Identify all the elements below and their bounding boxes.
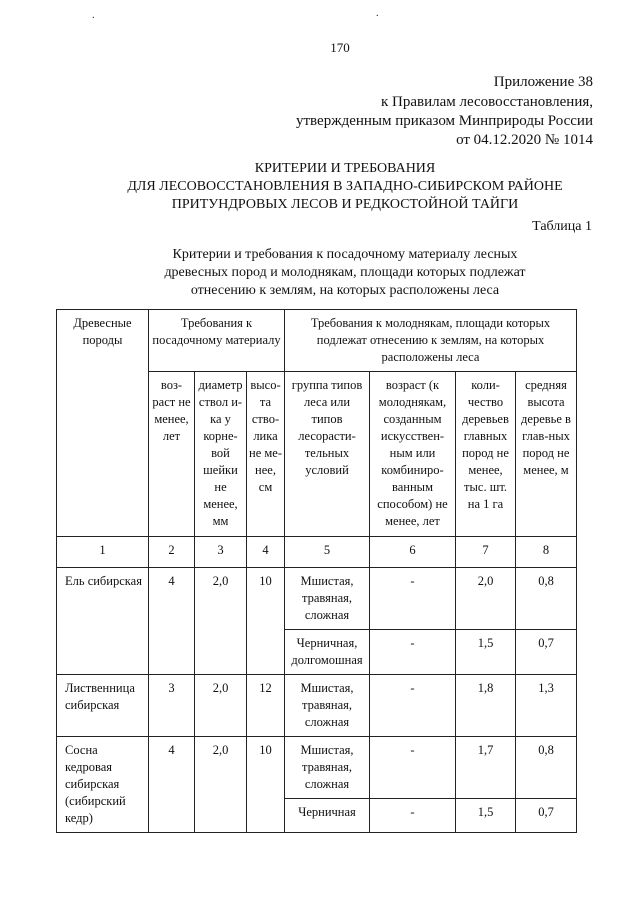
- caption-line: Критерии и требования к посадочному материалу лесных: [172, 247, 518, 262]
- header-young-stands: Требования к молоднякам, площади которых подлежат отнесению к землям, на которых расположены леса: [285, 310, 577, 372]
- forest-type-cell: Черничная, долгомошная: [285, 630, 370, 675]
- header-row: [57, 310, 577, 372]
- height-cell: 10: [247, 568, 285, 675]
- subheader-age: воз-раст не менее, лет: [149, 372, 195, 537]
- document-title: [60, 160, 630, 214]
- appendix-line: к Правилам лесовосстановления,: [380, 94, 593, 110]
- young-age-cell: -: [370, 799, 456, 833]
- column-number: 6: [370, 537, 456, 568]
- column-number: 1: [57, 537, 149, 568]
- forest-type-cell: Мшистая, травяная, сложная: [285, 737, 370, 799]
- column-number: 8: [516, 537, 577, 568]
- title-line: КРИТЕРИИ И ТРЕБОВАНИЯ: [254, 161, 436, 176]
- title-line: ПРИТУНДРОВЫХ ЛЕСОВ И РЕДКОСТОЙНОЙ ТАЙГИ: [171, 197, 519, 212]
- age-cell: 4: [149, 737, 195, 833]
- species-cell: Ель сибирская: [57, 568, 149, 675]
- table-row: [57, 675, 577, 737]
- table-row: [57, 568, 577, 630]
- table-label: Таблица 1: [532, 219, 592, 234]
- average-height-cell: 0,8: [516, 737, 577, 799]
- tree-count-cell: 2,0: [456, 568, 516, 630]
- tree-count-cell: 1,5: [456, 799, 516, 833]
- subheader-young-age: возраст (к молоднякам, созданным искусствен-ным или комбиниро-ванным способом) не менее, лет: [370, 372, 456, 537]
- forest-type-cell: Черничная: [285, 799, 370, 833]
- subheader-height: высо-та ство-лика не ме-нее, см: [247, 372, 285, 537]
- caption-line: древесных пород и молоднякам, площади которых подлежат: [164, 265, 526, 280]
- young-age-cell: -: [370, 630, 456, 675]
- subheader-tree-count: коли-чество деревьев главных пород не менее, тыс. шт. на 1 га: [456, 372, 516, 537]
- diameter-cell: 2,0: [195, 675, 247, 737]
- average-height-cell: 1,3: [516, 675, 577, 737]
- forest-type-cell: Мшистая, травяная, сложная: [285, 675, 370, 737]
- age-cell: 4: [149, 568, 195, 675]
- average-height-cell: 0,7: [516, 799, 577, 833]
- tree-count-cell: 1,8: [456, 675, 516, 737]
- caption-line: отнесению к землям, на которых расположены леса: [190, 283, 500, 298]
- subheader-forest-type: группа типов леса или типов лесорасти-тельных условий: [285, 372, 370, 537]
- height-cell: 10: [247, 737, 285, 833]
- subheader-diameter: диаметр ствол и-ка у корне-вой шейки не менее, мм: [195, 372, 247, 537]
- table-caption: [100, 246, 590, 300]
- title-line: ДЛЯ ЛЕСОВОССТАНОВЛЕНИЯ В ЗАПАДНО-СИБИРСКОМ РАЙОНЕ: [127, 179, 563, 194]
- subheader-average-height: средняя высота деревье в глав-ных пород не менее, м: [516, 372, 577, 537]
- table-row: [57, 737, 577, 799]
- appendix-line: утвержденным приказом Минприроды России: [296, 113, 593, 129]
- column-number: 2: [149, 537, 195, 568]
- average-height-cell: 0,7: [516, 630, 577, 675]
- diameter-cell: 2,0: [195, 737, 247, 833]
- scan-mark: .: [376, 8, 379, 19]
- tree-count-cell: 1,5: [456, 630, 516, 675]
- species-cell: Сосна кедровая сибирская (сибирский кедр): [57, 737, 149, 833]
- young-age-cell: -: [370, 737, 456, 799]
- column-number: 4: [247, 537, 285, 568]
- column-number: 7: [456, 537, 516, 568]
- header-species: Древесные породы: [57, 310, 149, 537]
- forest-type-cell: Мшистая, травяная, сложная: [285, 568, 370, 630]
- average-height-cell: 0,8: [516, 568, 577, 630]
- criteria-table: [56, 309, 577, 833]
- page-number: 170: [330, 40, 350, 55]
- scan-mark: .: [92, 10, 95, 21]
- species-cell: Лиственница сибирская: [57, 675, 149, 737]
- appendix-line: от 04.12.2020 № 1014: [456, 132, 593, 148]
- column-number-row: [57, 537, 577, 568]
- tree-count-cell: 1,7: [456, 737, 516, 799]
- age-cell: 3: [149, 675, 195, 737]
- header-planting-material: Требования к посадочному материалу: [149, 310, 285, 372]
- height-cell: 12: [247, 675, 285, 737]
- appendix-line: Приложение 38: [493, 74, 593, 90]
- young-age-cell: -: [370, 675, 456, 737]
- young-age-cell: -: [370, 568, 456, 630]
- column-number: 5: [285, 537, 370, 568]
- column-number: 3: [195, 537, 247, 568]
- diameter-cell: 2,0: [195, 568, 247, 675]
